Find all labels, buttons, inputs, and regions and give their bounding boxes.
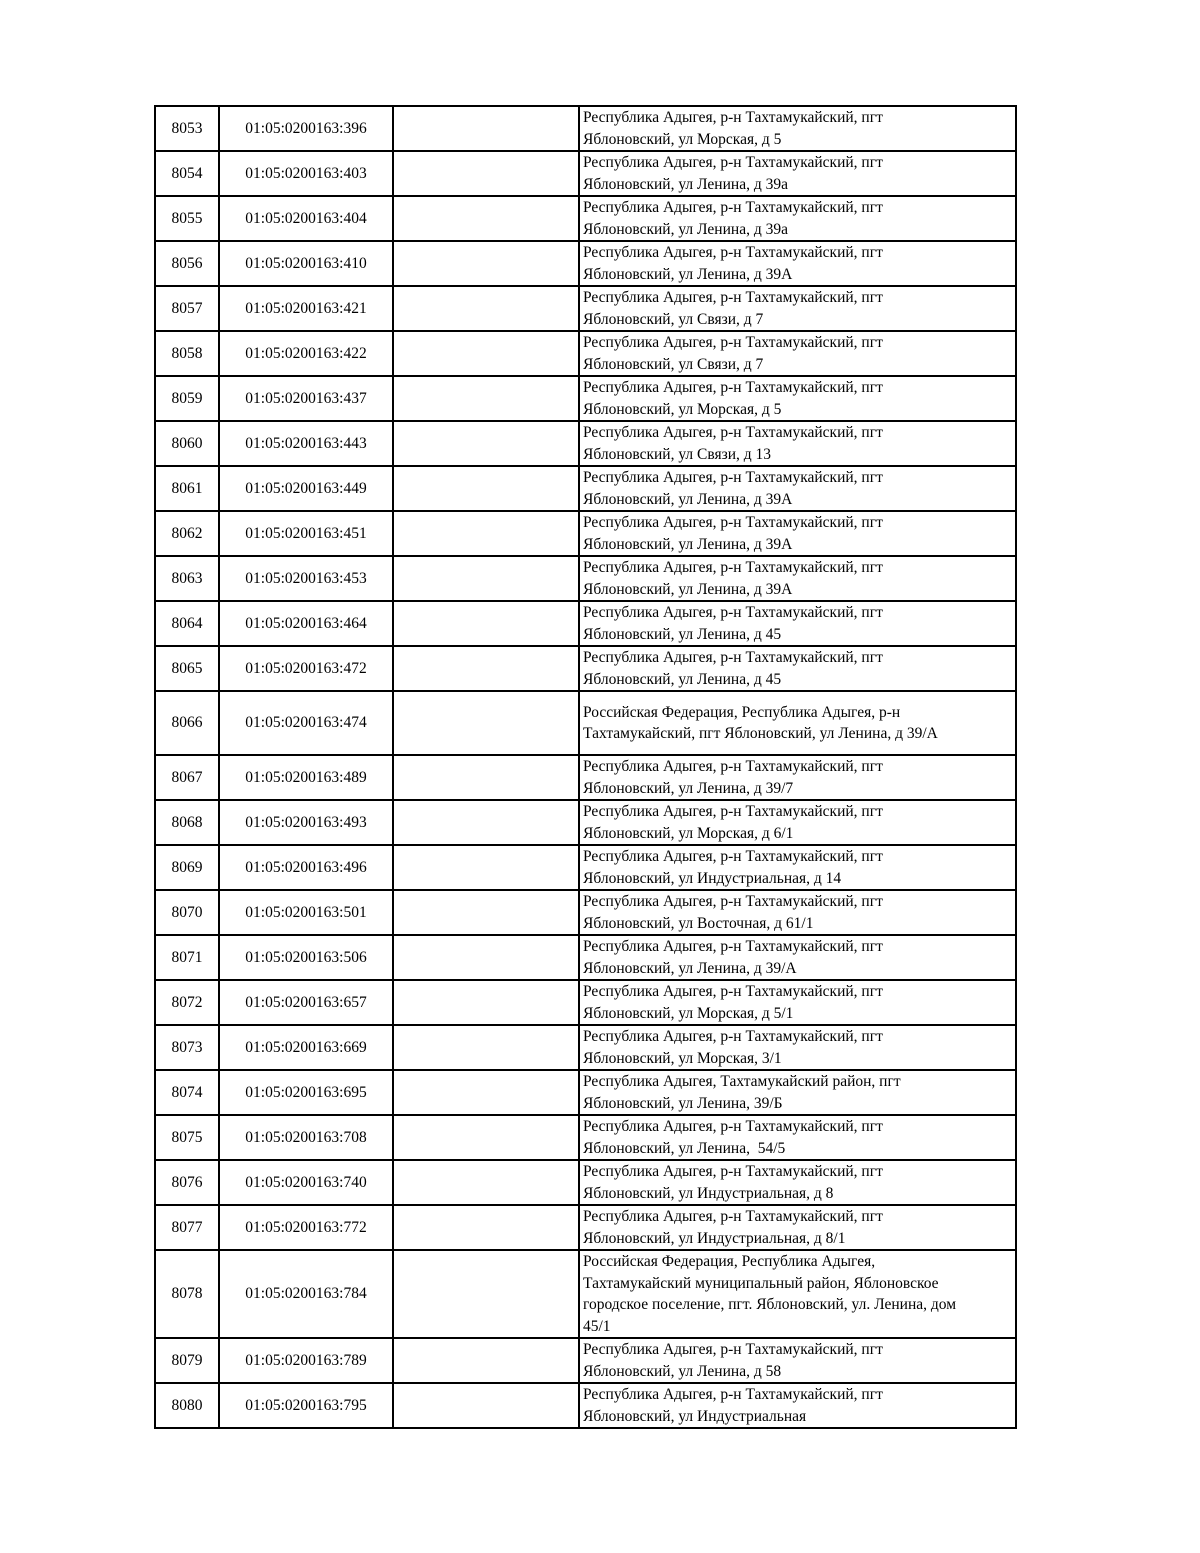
address-line: 45/1 [583,1317,611,1335]
empty-cell [393,646,579,691]
address-line: Яблоновский, ул Морская, 3/1 [583,1049,782,1067]
cadastral-number-cell: 01:05:0200163:403 [219,151,393,196]
cadastral-number-cell: 01:05:0200163:396 [219,106,393,151]
address-line: Яблоновский, ул Связи, д 7 [583,310,764,328]
empty-cell [393,466,579,511]
row-number-cell: 8078 [155,1250,219,1338]
address-line: Республика Адыгея, р-н Тахтамукайский, пгт [583,803,883,820]
row-number-cell: 8065 [155,646,219,691]
address-line: Яблоновский, ул Связи, д 7 [583,355,764,373]
row-number-cell: 8075 [155,1115,219,1160]
address-line: Яблоновский, ул Ленина, д 58 [583,1362,782,1380]
address-cell [579,935,1016,980]
row-number-cell: 8056 [155,241,219,286]
empty-cell [393,331,579,376]
address-line: Республика Адыгея, р-н Тахтамукайский, пгт [583,244,883,261]
row-number-cell: 8053 [155,106,219,151]
empty-cell [393,196,579,241]
table-row [155,1025,1016,1070]
table-row [155,646,1016,691]
address-line: Яблоновский, ул Ленина, д 39А [583,265,793,283]
empty-cell [393,106,579,151]
address-line: Республика Адыгея, р-н Тахтамукайский, пгт [583,559,883,576]
address-line: Республика Адыгея, р-н Тахтамукайский, пгт [583,983,883,1000]
table-row [155,890,1016,935]
cadastral-number-cell: 01:05:0200163:422 [219,331,393,376]
address-cell [579,466,1016,511]
cadastral-number-cell: 01:05:0200163:669 [219,1025,393,1070]
empty-cell [393,151,579,196]
table-row [155,601,1016,646]
cadastral-number-cell: 01:05:0200163:708 [219,1115,393,1160]
address-line: Яблоновский, ул Морская, д 5/1 [583,1004,794,1022]
cadastral-number-cell: 01:05:0200163:443 [219,421,393,466]
table-row [155,845,1016,890]
empty-cell [393,1025,579,1070]
address-line: Яблоновский, ул Ленина, 54/5 [583,1139,786,1157]
cadastral-number-cell: 01:05:0200163:449 [219,466,393,511]
address-line: Яблоновский, ул Индустриальная, д 8 [583,1184,834,1202]
address-line: Яблоновский, ул Ленина, д 39/7 [583,779,794,797]
address-cell [579,601,1016,646]
row-number-cell: 8080 [155,1383,219,1428]
address-line: Республика Адыгея, р-н Тахтамукайский, пгт [583,848,883,865]
table-row [155,1115,1016,1160]
row-number-cell: 8062 [155,511,219,556]
address-line: Республика Адыгея, р-н Тахтамукайский, пгт [583,893,883,910]
table-row [155,1338,1016,1383]
address-cell [579,980,1016,1025]
empty-cell [393,1115,579,1160]
cadastral-number-cell: 01:05:0200163:489 [219,755,393,800]
address-cell [579,1070,1016,1115]
address-cell [579,376,1016,421]
address-cell [579,421,1016,466]
cadastral-number-cell: 01:05:0200163:493 [219,800,393,845]
address-line: Яблоновский, ул Восточная, д 61/1 [583,914,814,932]
property-table-body [155,106,1016,1428]
address-line: Яблоновский, ул Ленина, д 39А [583,490,793,508]
address-line: Республика Адыгея, р-н Тахтамукайский, пгт [583,1341,883,1358]
address-cell [579,800,1016,845]
address-cell [579,1025,1016,1070]
row-number-cell: 8057 [155,286,219,331]
cadastral-number-cell: 01:05:0200163:740 [219,1160,393,1205]
row-number-cell: 8077 [155,1205,219,1250]
row-number-cell: 8072 [155,980,219,1025]
address-line: Яблоновский, ул Ленина, д 39/А [583,959,797,977]
empty-cell [393,241,579,286]
table-row [155,1160,1016,1205]
table-row [155,691,1016,755]
table-row [155,421,1016,466]
row-number-cell: 8069 [155,845,219,890]
address-cell [579,151,1016,196]
empty-cell [393,980,579,1025]
cadastral-number-cell: 01:05:0200163:506 [219,935,393,980]
address-line: Республика Адыгея, р-н Тахтамукайский, пгт [583,514,883,531]
address-line: Яблоновский, ул Ленина, д 45 [583,670,782,688]
empty-cell [393,421,579,466]
cadastral-number-cell: 01:05:0200163:474 [219,691,393,755]
row-number-cell: 8074 [155,1070,219,1115]
empty-cell [393,511,579,556]
cadastral-number-cell: 01:05:0200163:657 [219,980,393,1025]
table-row [155,800,1016,845]
empty-cell [393,1160,579,1205]
address-cell [579,286,1016,331]
table-row [155,1250,1016,1338]
row-number-cell: 8071 [155,935,219,980]
address-cell [579,241,1016,286]
row-number-cell: 8068 [155,800,219,845]
address-line: Республика Адыгея, Тахтамукайский район, пгт [583,1073,901,1090]
empty-cell [393,845,579,890]
address-line: Республика Адыгея, р-н Тахтамукайский, пгт [583,938,883,955]
empty-cell [393,691,579,755]
cadastral-number-cell: 01:05:0200163:451 [219,511,393,556]
row-number-cell: 8061 [155,466,219,511]
address-cell [579,1115,1016,1160]
table-row [155,511,1016,556]
address-cell [579,1338,1016,1383]
address-line: Республика Адыгея, р-н Тахтамукайский, пгт [583,758,883,775]
address-cell [579,646,1016,691]
address-cell [579,511,1016,556]
table-row [155,106,1016,151]
address-cell [579,556,1016,601]
row-number-cell: 8055 [155,196,219,241]
address-line: Республика Адыгея, р-н Тахтамукайский, пгт [583,199,883,216]
cadastral-number-cell: 01:05:0200163:501 [219,890,393,935]
cadastral-number-cell: 01:05:0200163:795 [219,1383,393,1428]
empty-cell [393,890,579,935]
address-line: Яблоновский, ул Индустриальная [583,1407,807,1425]
table-row [155,331,1016,376]
address-cell [579,1250,1016,1338]
table-row [155,466,1016,511]
address-line: Российская Федерация, Республика Адыгея, р-н [583,703,901,721]
table-row [155,241,1016,286]
row-number-cell: 8064 [155,601,219,646]
address-line: Тахтамукайский, пгт Яблоновский, ул Ленина, д 39/А [583,725,938,742]
row-number-cell: 8067 [155,755,219,800]
row-number-cell: 8060 [155,421,219,466]
address-line: Яблоновский, ул Ленина, д 39А [583,580,793,598]
address-line: Яблоновский, ул Ленина, д 39А [583,535,793,553]
table-row [155,1070,1016,1115]
empty-cell [393,800,579,845]
address-line: Яблоновский, ул Морская, д 6/1 [583,824,794,842]
address-line: городское поселение, пгт. Яблоновский, ул. Ленина, дом [583,1296,957,1313]
empty-cell [393,1250,579,1338]
table-row [155,196,1016,241]
address-cell [579,755,1016,800]
cadastral-number-cell: 01:05:0200163:695 [219,1070,393,1115]
row-number-cell: 8066 [155,691,219,755]
address-cell [579,331,1016,376]
address-line: Российская Федерация, Республика Адыгея, [583,1253,876,1270]
cadastral-number-cell: 01:05:0200163:464 [219,601,393,646]
table-row [155,1205,1016,1250]
address-cell [579,1205,1016,1250]
table-row [155,980,1016,1025]
cadastral-number-cell: 01:05:0200163:496 [219,845,393,890]
address-line: Республика Адыгея, р-н Тахтамукайский, пгт [583,334,883,351]
empty-cell [393,286,579,331]
address-line: Яблоновский, ул Морская, д 5 [583,130,782,148]
row-number-cell: 8073 [155,1025,219,1070]
table-row [155,935,1016,980]
table-row [155,376,1016,421]
address-line: Республика Адыгея, р-н Тахтамукайский, пгт [583,1386,883,1403]
address-line: Республика Адыгея, р-н Тахтамукайский, пгт [583,1208,883,1225]
row-number-cell: 8070 [155,890,219,935]
address-line: Республика Адыгея, р-н Тахтамукайский, пгт [583,289,883,306]
empty-cell [393,1070,579,1115]
empty-cell [393,1338,579,1383]
address-cell [579,1383,1016,1428]
cadastral-number-cell: 01:05:0200163:784 [219,1250,393,1338]
table-row [155,1383,1016,1428]
address-line: Республика Адыгея, р-н Тахтамукайский, пгт [583,604,883,621]
empty-cell [393,1383,579,1428]
address-line: Республика Адыгея, р-н Тахтамукайский, пгт [583,469,883,486]
table-row [155,151,1016,196]
address-line: Республика Адыгея, р-н Тахтамукайский, пгт [583,649,883,666]
address-line: Яблоновский, ул Ленина, д 39а [583,220,788,238]
address-line: Яблоновский, ул Ленина, д 39а [583,175,788,193]
cadastral-number-cell: 01:05:0200163:404 [219,196,393,241]
empty-cell [393,556,579,601]
cadastral-number-cell: 01:05:0200163:421 [219,286,393,331]
address-line: Республика Адыгея, р-н Тахтамукайский, пгт [583,424,883,441]
address-cell [579,691,1016,755]
row-number-cell: 8054 [155,151,219,196]
address-line: Республика Адыгея, р-н Тахтамукайский, пгт [583,154,883,171]
cadastral-number-cell: 01:05:0200163:437 [219,376,393,421]
cadastral-number-cell: 01:05:0200163:772 [219,1205,393,1250]
table-row [155,286,1016,331]
row-number-cell: 8059 [155,376,219,421]
address-cell [579,1160,1016,1205]
address-line: Республика Адыгея, р-н Тахтамукайский, пгт [583,109,883,126]
table-row [155,755,1016,800]
cadastral-number-cell: 01:05:0200163:472 [219,646,393,691]
address-line: Яблоновский, ул Индустриальная, д 14 [583,869,842,887]
cadastral-number-cell: 01:05:0200163:453 [219,556,393,601]
empty-cell [393,755,579,800]
address-cell [579,845,1016,890]
address-line: Яблоновский, ул Связи, д 13 [583,445,772,463]
address-line: Яблоновский, ул Ленина, д 45 [583,625,782,643]
address-line: Республика Адыгея, р-н Тахтамукайский, пгт [583,1028,883,1045]
property-table [154,105,1017,1429]
address-line: Республика Адыгея, р-н Тахтамукайский, пгт [583,379,883,396]
address-cell [579,106,1016,151]
row-number-cell: 8058 [155,331,219,376]
address-line: Республика Адыгея, р-н Тахтамукайский, пгт [583,1118,883,1135]
empty-cell [393,935,579,980]
row-number-cell: 8076 [155,1160,219,1205]
table-row [155,556,1016,601]
empty-cell [393,1205,579,1250]
address-line: Яблоновский, ул Ленина, 39/Б [583,1094,783,1112]
cadastral-number-cell: 01:05:0200163:410 [219,241,393,286]
empty-cell [393,376,579,421]
row-number-cell: 8079 [155,1338,219,1383]
address-line: Яблоновский, ул Морская, д 5 [583,400,782,418]
cadastral-number-cell: 01:05:0200163:789 [219,1338,393,1383]
address-line: Тахтамукайский муниципальный район, Яблоновское [583,1274,939,1292]
empty-cell [393,601,579,646]
address-cell [579,890,1016,935]
address-line: Яблоновский, ул Индустриальная, д 8/1 [583,1229,846,1247]
row-number-cell: 8063 [155,556,219,601]
address-cell [579,196,1016,241]
address-line: Республика Адыгея, р-н Тахтамукайский, пгт [583,1163,883,1180]
